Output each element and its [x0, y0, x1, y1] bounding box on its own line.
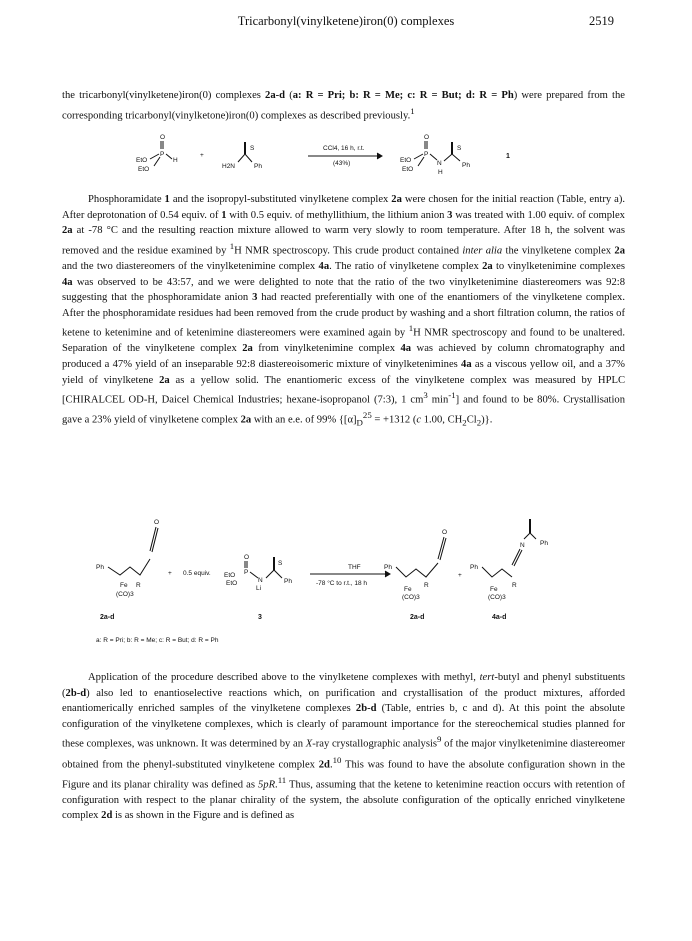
r2-stereo: S: [250, 145, 255, 152]
svg-text:P: P: [244, 569, 249, 576]
scheme-1: [130, 132, 560, 184]
svg-text:Fe: Fe: [404, 586, 412, 593]
scheme2-conditions: -78 °C to r.t., 18 h: [316, 580, 368, 587]
scheme2-legend: a: R = Pri; b: R = Me; c: R = But; d: R = Ph: [96, 637, 219, 644]
reagent-equiv: 0.5 equiv.: [183, 570, 211, 577]
svg-text:Ph: Ph: [284, 578, 292, 585]
running-title: Tricarbonyl(vinylketene)iron(0) complexes: [237, 14, 455, 28]
svg-text:O: O: [154, 519, 160, 526]
svg-text:Li: Li: [256, 585, 262, 592]
svg-text:Ph: Ph: [384, 564, 392, 571]
svg-text:(CO)3: (CO)3: [488, 594, 506, 601]
scheme2-solvent: THF: [348, 564, 361, 571]
p-ethoxy-1: EtO: [400, 157, 412, 164]
svg-text:R: R: [512, 582, 517, 589]
p-nh: H: [438, 169, 443, 176]
svg-text:Ph: Ph: [470, 564, 478, 571]
svg-text:S: S: [278, 560, 283, 567]
svg-text:Ph: Ph: [96, 564, 104, 571]
p-ethoxy-2: EtO: [402, 166, 414, 173]
r2-phenyl: Ph: [254, 163, 262, 170]
svg-text:Fe: Fe: [490, 586, 498, 593]
svg-text:O: O: [244, 554, 250, 561]
p-phosphorus: P: [424, 151, 429, 158]
r1-oxygen: O: [160, 134, 166, 141]
scheme1-yield: (43%): [333, 160, 351, 167]
discussion-paragraph: Application of the procedure described above to the vinylketene complexes with methyl, tert-butyl and phenyl substituents (2b-d) also led to enantioselective reactions which, on purification and crystallisation of the product mixtures, afforded enantiomerically enriched samples of the vinylketene complexes 2b-d (Table, entries b, c and d). At this point the absolute configuration of the vinylketene complexes, which is clearly of paramount importance for the stereochemical studies planned for these complexes, was unknown. It was determined by an X-ray crystallographic analysis$^9$ of the major vinylketenimine diastereomer obtained from the phenyl-substituted vinylketene complex 2d.$^{10}$ This was found to have the absolute configuration shown in the Figure and its planar chirality was defined as 5pR.$^{11}$ Thus, assuming that the ketene to ketenimine reaction occurs with retention of configuration with respect to the planar chirality of the system, the absolute configuration of the optically enriched vinylketene complex 2d is as shown in the Figure and is defined as: [62, 672, 625, 822]
scheme1-plus: +: [200, 152, 204, 159]
svg-text:Fe: Fe: [120, 582, 128, 589]
r1-phosphorus: P: [160, 151, 165, 158]
svg-text:R: R: [136, 582, 141, 589]
svg-text:Ph: Ph: [540, 540, 548, 547]
vinylketenimine-structure: [470, 519, 548, 601]
label-2a-d-right: 2a-d: [410, 614, 425, 621]
label-2a-d-left: 2a-d: [100, 614, 115, 621]
scheme2-plus-2: +: [458, 572, 462, 579]
svg-text:EtO: EtO: [224, 572, 236, 579]
r1-ethoxy-2: EtO: [138, 166, 150, 173]
r2-amine: H2N: [222, 163, 236, 170]
svg-text:EtO: EtO: [226, 580, 238, 587]
page-number: 2519: [589, 14, 614, 28]
diethyl-phosphite-structure: [136, 134, 178, 173]
p-nitrogen: N: [437, 160, 442, 167]
compound-1-label: 1: [506, 153, 510, 160]
phosphoramidate-product-structure: [400, 134, 470, 176]
vinylketene-complex-structure: [96, 519, 159, 598]
r1-ethoxy-1: EtO: [136, 157, 148, 164]
scheme-2: [88, 515, 608, 630]
svg-text:N: N: [520, 542, 525, 549]
scheme1-conditions: CCl4, 16 h, r.t.: [323, 145, 365, 152]
svg-text:(CO)3: (CO)3: [402, 594, 420, 601]
p-phenyl: Ph: [462, 162, 470, 169]
results-paragraph: Phosphoramidate 1 and the isopropyl-substituted vinylketene complex 2a were chosen for the initial reaction (Table, entry a). After deprotonation of 0.54 equiv. of 1 with 0.5 equiv. of methyllithium, the lithium anion 3 was treated with 1.00 equiv. of complex 2a at -78 °C and the resulting reaction mixture allowed to warm very slowly to room temperature. After 18 h, the solvent was removed and the residue examined by $^1$H NMR spectroscopy. This crude product contained inter alia the vinylketene complex 2a and the two diastereomers of the vinylketenimine complex 4a. The ratio of vinylketene complex 2a to vinylketenimine complexes 4a was observed to be 43:57, and we were delighted to note that the ratio of the two vinylketenimine diastereomers was 92:8 suggesting that the phosphoramidate anion 3 had reacted preferentially with one of the enantiomers of the vinylketene complex. After the phosphoramidate residues had been removed from the crude product by washing and a short filtration column, the ratios of ketene to ketenimine and of ketenimine diastereomers were examined again by $^1$H NMR spectroscopy and found to be unaltered. Separation of the vinylketene complex 2a from vinylketenimine complex 4a was achieved by column chromatography and produced a 47% yield of an inseparable 92:8 diastereoisomeric mixture of vinylketenimines 4a as a viscous yellow oil, and a 37% yield of vinylketene 2a as a yellow solid. The enantiomeric excess of the vinylketene complex was measured by HPLC [CHIRALCEL OD-H, Daicel Chemical Industries; hexane-isopropanol (7:3), 1 $cm^3$ $\min^{-1}$] and found to be 80%. Crystallisation gave a 23% yield of vinylketene complex 2a with an e.e. of 99% {$[\alpha]_D^{25} = +1312$ (c 1.00, $CH_2Cl_2$)}.: [62, 194, 626, 428]
label-4a-d: 4a-d: [492, 614, 507, 621]
svg-text:R: R: [424, 582, 429, 589]
p-stereo: S: [457, 145, 462, 152]
r1-hydrogen: H: [173, 157, 178, 164]
label-3: 3: [258, 614, 262, 621]
recovered-vinylketene-structure: [384, 529, 447, 601]
lithium-phosphoramidate-structure: [224, 554, 292, 592]
svg-text:(CO)3: (CO)3: [116, 591, 134, 598]
svg-text:O: O: [442, 529, 448, 536]
scheme2-plus-1: +: [168, 570, 172, 577]
p-oxygen: O: [424, 134, 430, 141]
svg-text:N: N: [258, 577, 263, 584]
intro-paragraph: the tricarbonyl(vinylketene)iron(0) complexes 2a-d (a: R = Pri; b: R = Me; c: R = But; d: R = Ph) were prepared from the corresponding tricarbonyl(vinylketone)iron(0) complexes as described previously.$^1$: [62, 90, 625, 122]
phenylethylamine-structure: [222, 142, 262, 170]
